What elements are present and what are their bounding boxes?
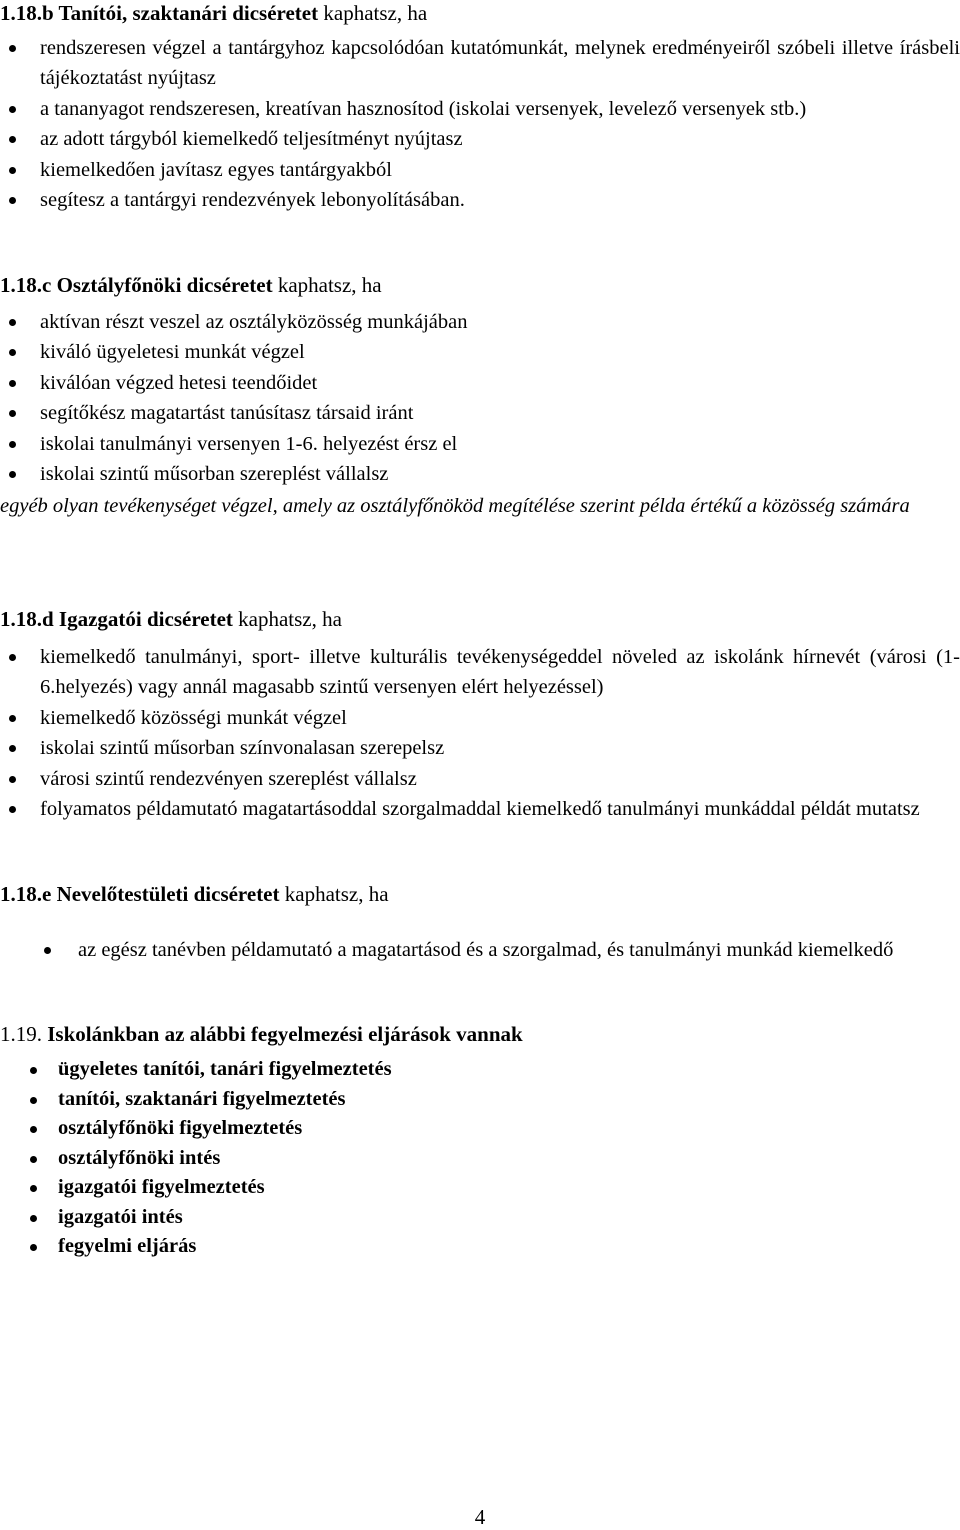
list-item: a tananyagot rendszeresen, kreatívan hasznosítod (iskolai versenyek, levelező versenyek stb.) [0, 94, 960, 124]
bullet-icon [30, 1097, 37, 1104]
list-item: kiemelkedően javítasz egyes tantárgyakból [0, 155, 960, 185]
list-item: aktívan részt veszel az osztályközösség munkájában [0, 307, 960, 337]
section-d-heading-bold: 1.18.d Igazgatói dicséretet [0, 607, 233, 631]
list-item: igazgatói figyelmeztetés [0, 1173, 960, 1203]
bullet-icon [44, 947, 51, 954]
bullet-icon [9, 410, 16, 417]
list-item: ügyeletes tanítói, tanári figyelmeztetés [0, 1055, 960, 1085]
list-item: iskolai tanulmányi versenyen 1-6. helyezést érsz el [0, 429, 960, 459]
list-item: rendszeresen végzel a tantárgyhoz kapcsolódóan kutatómunkát, melynek eredményeiről szóbeli illetve írásbeli tájékoztatást nyújtasz [0, 33, 960, 94]
list-item: az adott tárgyból kiemelkedő teljesítményt nyújtasz [0, 124, 960, 154]
bullet-icon [9, 715, 16, 722]
bullet-icon [9, 197, 16, 204]
bullet-icon [9, 776, 16, 783]
list-item: igazgatói intés [0, 1203, 960, 1233]
list-item: fegyelmi eljárás [0, 1232, 960, 1262]
bullet-icon [9, 380, 16, 387]
list-item: az egész tanévben példamutató a magatartásod és a szorgalmad, és tanulmányi munkád kiemelkedő [0, 935, 960, 965]
bullet-icon [30, 1067, 37, 1074]
section-d-list [0, 642, 960, 824]
list-item: kiemelkedő tanulmányi, sport- illetve kulturális tevékenységeddel növeled az iskolánk hírnevét (városi (1-6.helyezés) vagy annál magasabb szintű versenyen elért helyezéssel) [0, 642, 960, 703]
list-item: kiváló ügyeletesi munkát végzel [0, 337, 960, 367]
list-item: iskolai szintű műsorban szereplést vállalsz [0, 459, 960, 489]
section-e-heading-rest: kaphatsz, ha [279, 882, 389, 906]
bullet-icon [9, 654, 16, 661]
bullet-icon [30, 1215, 37, 1222]
section-19-heading [0, 1021, 523, 1047]
section-e-list [0, 935, 960, 965]
section-b-heading-rest: kaphatsz, ha [318, 1, 428, 25]
section-d-heading-rest: kaphatsz, ha [232, 607, 342, 631]
bullet-icon [30, 1156, 37, 1163]
bullet-icon [9, 106, 16, 113]
bullet-icon [9, 471, 16, 478]
list-item: tanítói, szaktanári figyelmeztetés [0, 1085, 960, 1115]
list-item: osztályfőnöki intés [0, 1144, 960, 1174]
section-c-note: egyéb olyan tevékenységet végzel, amely az osztályfőnököd megítélése szerint példa értékű a közösség számára [0, 495, 910, 517]
section-d-heading [0, 606, 342, 632]
bullet-icon [9, 167, 16, 174]
section-c-heading [0, 272, 382, 298]
list-item: kiemelkedő közösségi munkát végzel [0, 703, 960, 733]
page-number: 4 [474, 1505, 486, 1529]
section-19-list [0, 1055, 960, 1262]
section-c-list [0, 307, 960, 489]
section-19-title: Iskolánkban az alábbi fegyelmezési eljárások vannak [47, 1022, 523, 1046]
bullet-icon [9, 806, 16, 813]
list-item: osztályfőnöki figyelmeztetés [0, 1114, 960, 1144]
bullet-icon [30, 1244, 37, 1251]
list-item: városi szintű rendezvényen szereplést vállalsz [0, 764, 960, 794]
section-c-heading-rest: kaphatsz, ha [272, 273, 382, 297]
list-item: segítesz a tantárgyi rendezvények lebonyolításában. [0, 185, 960, 215]
list-item: folyamatos példamutató magatartásoddal szorgalmaddal kiemelkedő tanulmányi munkáddal példát mutatsz [0, 794, 960, 824]
list-item: iskolai szintű műsorban színvonalasan szerepelsz [0, 733, 960, 763]
bullet-icon [9, 319, 16, 326]
section-b-list [0, 33, 960, 215]
bullet-icon [9, 136, 16, 143]
bullet-icon [30, 1126, 37, 1133]
section-c-heading-bold: 1.18.c Osztályfőnöki dicséretet [0, 273, 273, 297]
bullet-icon [9, 745, 16, 752]
section-e-heading-bold: 1.18.e Nevelőtestületi dicséretet [0, 882, 280, 906]
section-b-heading [0, 0, 427, 26]
section-e-heading [0, 881, 389, 907]
bullet-icon [9, 45, 16, 52]
bullet-icon [9, 441, 16, 448]
list-item: segítőkész magatartást tanúsítasz társaid iránt [0, 398, 960, 428]
section-b-heading-bold: 1.18.b Tanítói, szaktanári dicséretet [0, 1, 319, 25]
section-19-number: 1.19. [0, 1022, 42, 1046]
list-item: kiválóan végzed hetesi teendőidet [0, 368, 960, 398]
bullet-icon [9, 349, 16, 356]
bullet-icon [30, 1185, 37, 1192]
